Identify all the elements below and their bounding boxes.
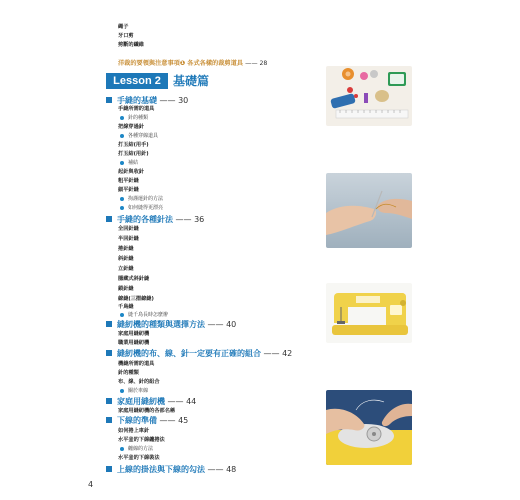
toc-subitem: 針的種類 bbox=[120, 114, 148, 122]
section-heading[interactable]: 縫紉機的種類與選擇方法 —— 40 bbox=[106, 320, 236, 330]
toc-item: 打玉結(用針) bbox=[118, 151, 149, 157]
bullet-icon bbox=[120, 116, 124, 120]
section-page: 36 bbox=[194, 215, 205, 224]
toc-item: 立針縫 bbox=[118, 266, 134, 272]
toc-item: 牙口剪 bbox=[118, 33, 134, 39]
section-page: 30 bbox=[178, 96, 189, 105]
square-bullet-icon bbox=[106, 216, 112, 222]
section-page: 48 bbox=[226, 465, 237, 474]
toc-item: 家庭用縫紉機的各部名稱 bbox=[118, 408, 176, 414]
square-bullet-icon bbox=[106, 417, 112, 423]
page-number: 4 bbox=[88, 480, 94, 489]
bullet-icon bbox=[120, 134, 124, 138]
toc-item: 布、線、針的組合 bbox=[118, 379, 160, 385]
header-link-text: 洋裁的要領與注意事項❶ 各式各樣的裁剪道具 bbox=[118, 60, 243, 67]
toc-item: 水平釜的下線纏捲法 bbox=[118, 437, 165, 443]
square-bullet-icon bbox=[106, 466, 112, 472]
section-title: 手縫的基礎 bbox=[117, 96, 157, 105]
toc-item: 家庭用縫紉機 bbox=[118, 331, 150, 337]
section-title: 縫紉機的種類與選擇方法 bbox=[117, 320, 205, 329]
bullet-icon bbox=[120, 447, 124, 451]
bullet-icon bbox=[120, 206, 124, 210]
toc-item: 千鳥縫 bbox=[118, 304, 134, 310]
toc-item: 隱藏式斜針縫 bbox=[118, 276, 150, 282]
section-page: 42 bbox=[282, 349, 293, 358]
section-page: 40 bbox=[226, 320, 237, 329]
section-page: 44 bbox=[186, 397, 197, 406]
toc-item: 鎖針縫 bbox=[118, 286, 134, 292]
toc-item: 繩子 bbox=[118, 24, 129, 30]
sewing-machine-photo bbox=[326, 283, 412, 343]
toc-item: 水平釜的下線裝法 bbox=[118, 455, 160, 461]
square-bullet-icon bbox=[106, 398, 112, 404]
toc-item: 職業用縫紉機 bbox=[118, 340, 150, 346]
section-title: 家庭用縫紉機 bbox=[117, 397, 165, 406]
toc-item: 細平針縫 bbox=[118, 187, 139, 193]
threading-needle-photo bbox=[326, 173, 412, 248]
bullet-icon bbox=[120, 197, 124, 201]
toc-subitem: 拘謹運針的方法 bbox=[120, 195, 163, 203]
sewing-tools-photo bbox=[326, 66, 412, 126]
toc-item: 剪斷的纖維 bbox=[118, 42, 144, 48]
toc-item: 打玉結(用手) bbox=[118, 142, 149, 148]
section-title: 縫紉機的布、線、針一定要有正確的組合 bbox=[117, 349, 261, 358]
toc-item: 如何捲上車針 bbox=[118, 428, 150, 434]
section-heading[interactable]: 上線的掛法與下線的勾法 —— 48 bbox=[106, 465, 236, 475]
toc-subitem: 各種穿線道具 bbox=[120, 132, 158, 140]
section-heading[interactable]: 下線的準備 —— 45 bbox=[106, 416, 188, 426]
toc-subitem: 縫千鳥長時怎麼辦 bbox=[120, 311, 168, 319]
square-bullet-icon bbox=[106, 321, 112, 327]
section-heading[interactable]: 家庭用縫紉機 —— 44 bbox=[106, 397, 196, 407]
header-link[interactable]: 洋裁的要領與注意事項❶ 各式各樣的裁剪道具 —— 28 bbox=[118, 60, 268, 67]
bullet-icon bbox=[120, 389, 124, 393]
lesson-title: 基礎篇 bbox=[173, 74, 210, 88]
toc-subitem: 如何縫得更漂亮 bbox=[120, 204, 163, 212]
toc-item: 針的種類 bbox=[118, 370, 139, 376]
lesson-badge bbox=[106, 73, 168, 89]
section-page: 45 bbox=[178, 416, 189, 425]
ruler-icon bbox=[336, 110, 408, 118]
square-bullet-icon bbox=[106, 97, 112, 103]
header-link-page: 28 bbox=[259, 60, 268, 67]
toc-subitem: 纏線的方法 bbox=[120, 445, 153, 453]
square-bullet-icon bbox=[106, 350, 112, 356]
toc-item: 捲針縫 bbox=[118, 246, 134, 252]
bullet-icon bbox=[120, 161, 124, 165]
thimble-icon bbox=[375, 90, 389, 102]
toc-item: 半回針縫 bbox=[118, 236, 139, 242]
toc-item: 起針與收針 bbox=[118, 169, 144, 175]
toc-item: 手縫所需的道具 bbox=[118, 106, 155, 112]
section-heading[interactable]: 手縫的基礎 —— 30 bbox=[106, 96, 188, 106]
section-title: 上線的掛法與下線的勾法 bbox=[117, 465, 205, 474]
toc-item: 粗平針縫 bbox=[118, 178, 139, 184]
lesson-badge-text: Lesson 2 bbox=[113, 75, 161, 87]
toc-item: 把線穿過針 bbox=[118, 124, 144, 130]
section-heading[interactable]: 縫紉機的布、線、針一定要有正確的組合 —— 42 bbox=[106, 349, 292, 359]
toc-item: 機縫所需的道具 bbox=[118, 361, 155, 367]
toc-item: 斜針縫 bbox=[118, 256, 134, 262]
section-heading[interactable]: 手縫的各種針法 —— 36 bbox=[106, 215, 204, 225]
toc-subitem: 補結 bbox=[120, 159, 138, 167]
bobbin-photo bbox=[326, 390, 412, 465]
bullet-icon bbox=[120, 313, 124, 317]
section-title: 手縫的各種針法 bbox=[117, 215, 173, 224]
toc-subitem: 關於車線 bbox=[120, 387, 148, 395]
section-title: 下線的準備 bbox=[117, 416, 157, 425]
toc-item: 全回針縫 bbox=[118, 226, 139, 232]
toc-item: 繚縫(三摺繚縫) bbox=[118, 296, 154, 302]
